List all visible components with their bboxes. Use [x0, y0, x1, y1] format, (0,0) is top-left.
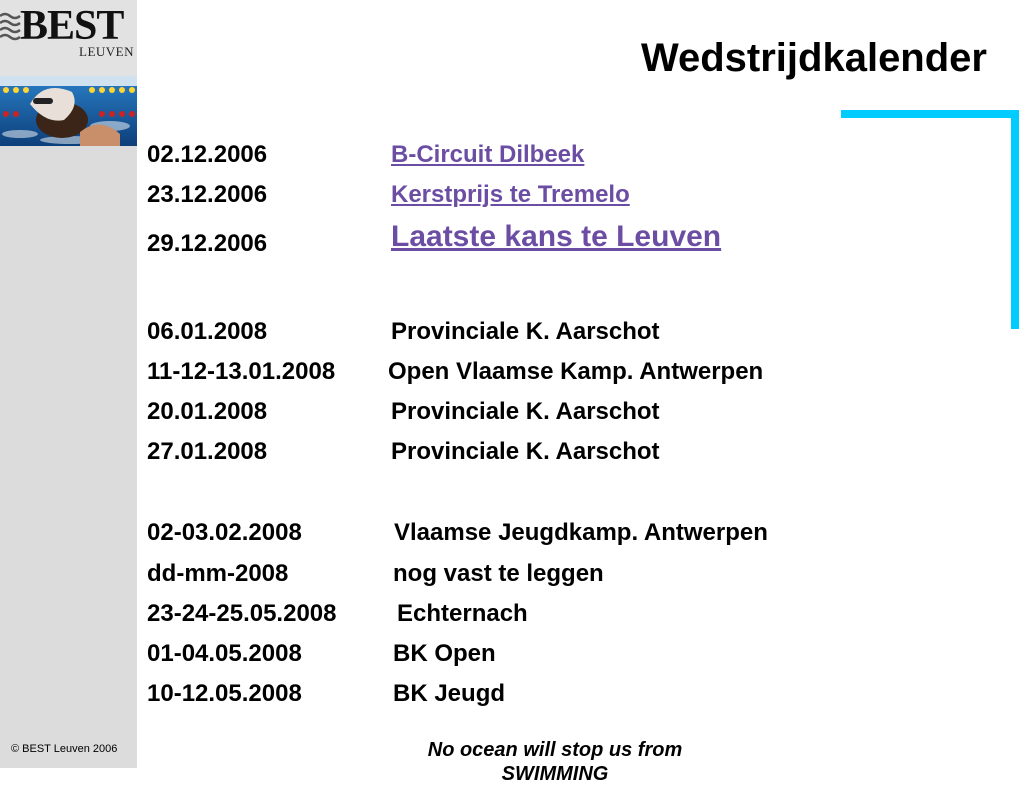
- logo-name: BEST: [20, 3, 124, 49]
- motto: No ocean will stop us from SWIMMING: [427, 739, 683, 785]
- accent-frame: [841, 110, 1019, 329]
- event-date: 06.01.2008: [147, 318, 268, 345]
- event-link[interactable]: Kerstprijs te Tremelo: [391, 181, 630, 208]
- event-name: Echternach: [397, 600, 528, 627]
- swimmer-photo: [0, 76, 137, 146]
- event-name: BK Jeugd: [393, 680, 506, 707]
- event-name: Vlaamse Jeugdkamp. Antwerpen: [394, 519, 768, 546]
- event-name: Provinciale K. Aarschot: [391, 438, 660, 465]
- copyright: © BEST Leuven 2006: [11, 743, 118, 755]
- event-link[interactable]: B-Circuit Dilbeek: [391, 141, 585, 168]
- event-date: 29.12.2006: [147, 230, 268, 257]
- event-name: Provinciale K. Aarschot: [391, 318, 660, 345]
- event-date: 23-24-25.05.2008: [147, 600, 337, 627]
- event-date: dd-mm-2008: [147, 560, 289, 587]
- event-name: nog vast te leggen: [393, 560, 604, 587]
- page-title: Wedstrijdkalender: [640, 36, 987, 80]
- logo: [0, 0, 137, 76]
- event-date: 23.12.2006: [147, 181, 268, 208]
- event-date: 02-03.02.2008: [147, 519, 302, 546]
- event-name: BK Open: [393, 640, 496, 667]
- event-name: Open Vlaamse Kamp. Antwerpen: [388, 358, 764, 385]
- logo-subtitle: LEUVEN: [79, 44, 134, 59]
- event-date: 10-12.05.2008: [147, 680, 302, 707]
- event-date: 11-12-13.01.2008: [147, 358, 336, 385]
- waves-icon: [0, 12, 22, 42]
- event-date: 27.01.2008: [147, 438, 268, 465]
- event-date: 02.12.2006: [147, 141, 268, 168]
- event-link[interactable]: Laatste kans te Leuven: [391, 220, 722, 253]
- event-date: 01-04.05.2008: [147, 640, 302, 667]
- event-date: 20.01.2008: [147, 398, 268, 425]
- event-name: Provinciale K. Aarschot: [391, 398, 660, 425]
